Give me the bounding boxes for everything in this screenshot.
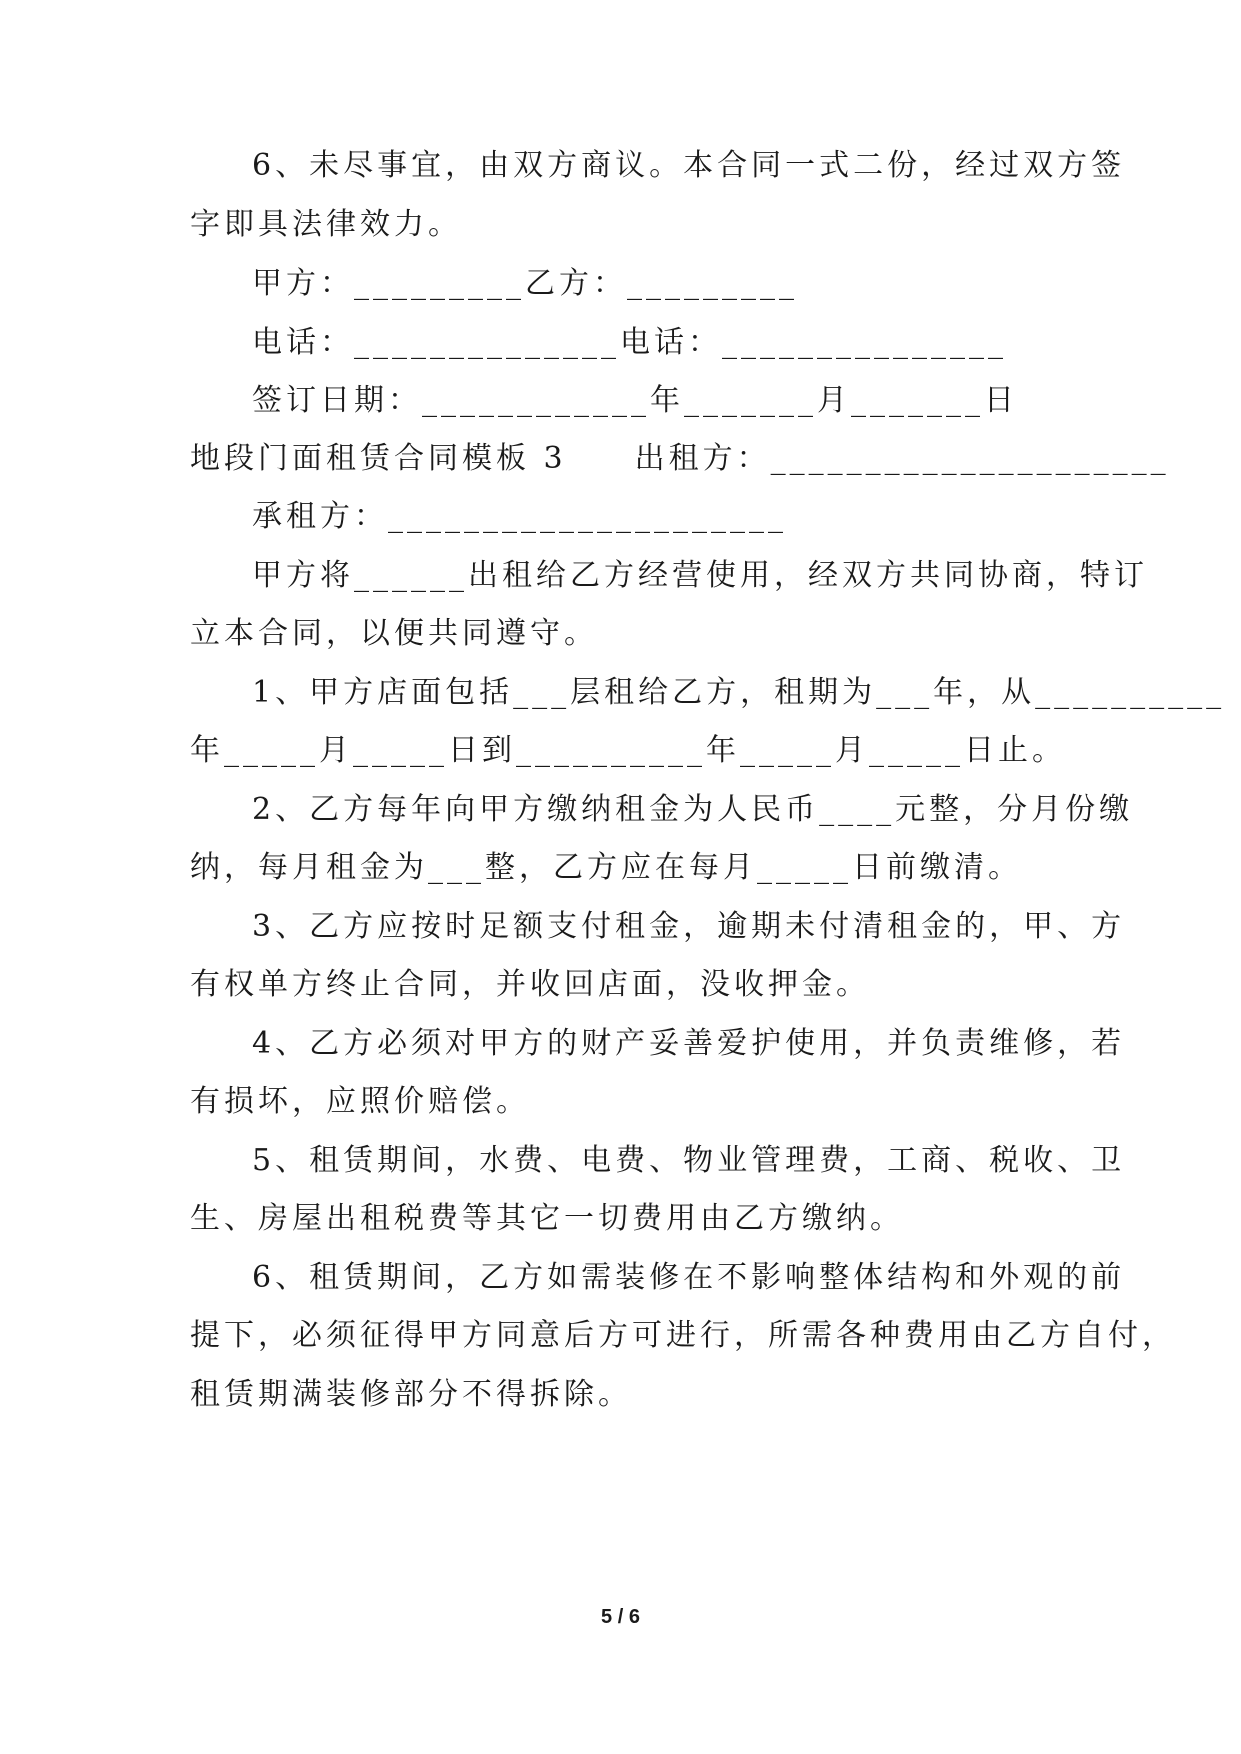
signature-phone-line: 电话：______________电话：_______________	[252, 325, 1007, 360]
clause-2-line-2: 纳，每月租金为___整，乙方应在每月_____日前缴清。	[190, 850, 1022, 885]
page-number: 5 / 6	[601, 1606, 640, 1628]
clause-5-line-2: 生、房屋出租税费等其它一切费用由乙方缴纳。	[190, 1201, 904, 1236]
intro-line-2: 立本合同，以便共同遵守。	[190, 616, 598, 651]
clause-1-line-1: 1、甲方店面包括___层租给乙方，租期为___年，从__________	[252, 675, 1226, 710]
clause-2-line-1: 2、乙方每年向甲方缴纳租金为人民币____元整，分月份缴	[252, 792, 1134, 827]
signature-party-line: 甲方：_________乙方：_________	[252, 266, 798, 301]
clause-1-line-2: 年_____月_____日到__________年_____月_____日止。	[190, 733, 1066, 768]
clause-3-line-1: 3、乙方应按时足额支付租金，逾期未付清租金的，甲、方	[252, 909, 1126, 944]
clause-5-line-1: 5、租赁期间，水费、电费、物业管理费，工商、税收、卫	[252, 1143, 1126, 1178]
lessee-line: 承租方：_____________________	[252, 499, 787, 534]
signing-date-line: 签订日期：____________年_______月_______日	[252, 383, 1018, 418]
template-title-lessor-line: 地段门面租赁合同模板 3 出租方：_____________________	[190, 441, 1170, 476]
clause-4-line-2: 有损坏，应照价赔偿。	[190, 1084, 530, 1119]
clause-3-line-2: 有权单方终止合同，并收回店面，没收押金。	[190, 967, 870, 1002]
clause-6-line-2: 字即具法律效力。	[190, 207, 462, 242]
clause-6b-line-1: 6、租赁期间，乙方如需装修在不影响整体结构和外观的前	[252, 1260, 1126, 1295]
intro-line-1: 甲方将______出租给乙方经营使用，经双方共同协商，特订	[252, 558, 1148, 593]
clause-6-line-1: 6、未尽事宜，由双方商议。本合同一式二份，经过双方签	[252, 148, 1126, 183]
clause-4-line-1: 4、乙方必须对甲方的财产妥善爱护使用，并负责维修，若	[252, 1026, 1126, 1061]
clause-6b-line-3: 租赁期满装修部分不得拆除。	[190, 1377, 632, 1412]
clause-6b-line-2: 提下，必须征得甲方同意后方可进行，所需各种费用由乙方自付，	[190, 1318, 1176, 1353]
